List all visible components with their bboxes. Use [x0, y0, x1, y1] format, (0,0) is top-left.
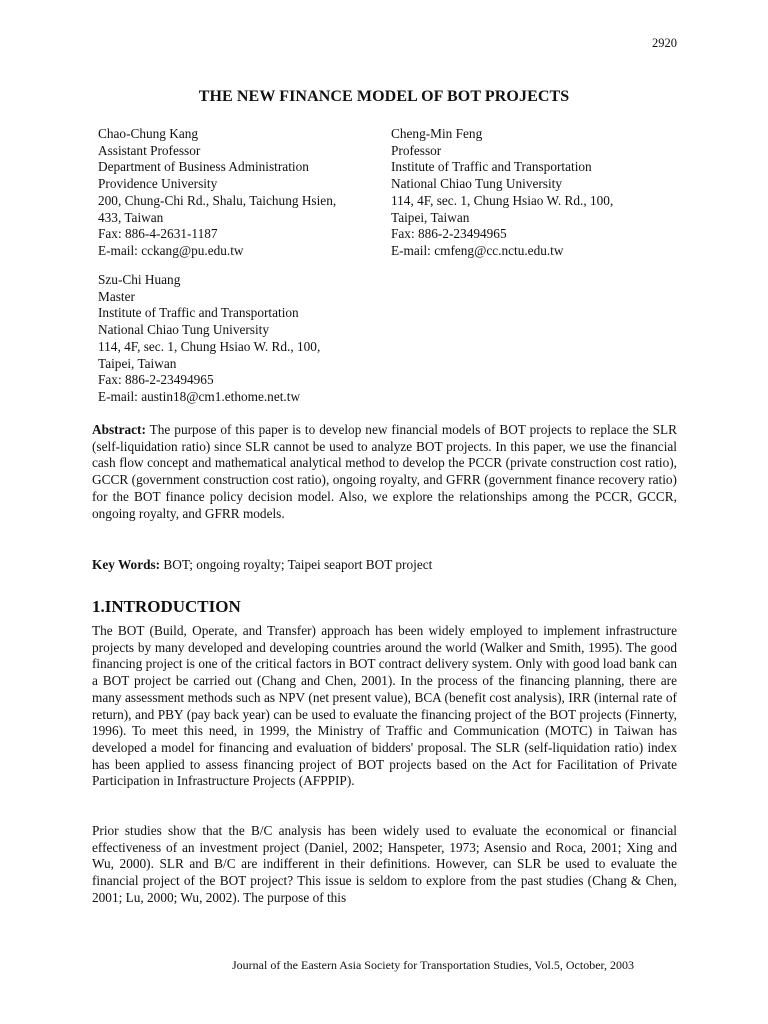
author-3-institution: National Chiao Tung University	[98, 322, 270, 338]
author-1-email: E-mail: cckang@pu.edu.tw	[98, 242, 244, 258]
author-2-department: Institute of Traffic and Transportation	[391, 159, 592, 175]
author-1-fax: Fax: 886-4-2631-1187	[98, 226, 218, 242]
abstract-label: Abstract:	[92, 422, 146, 437]
abstract	[92, 422, 677, 522]
author-2-position: Professor	[391, 142, 442, 158]
author-3-address-line-2: Taipei, Taiwan	[98, 355, 177, 371]
author-3-email: E-mail: austin18@cm1.ethome.net.tw	[98, 388, 301, 404]
author-3-address-line-1: 114, 4F, sec. 1, Chung Hsiao W. Rd., 100,	[98, 338, 321, 354]
page-number: 2920	[652, 36, 677, 50]
author-3-position: Master	[98, 288, 135, 304]
section-heading: 1.INTRODUCTION	[92, 597, 241, 616]
author-2-address-line-2: Taipei, Taiwan	[391, 209, 470, 225]
author-block-3	[98, 272, 320, 406]
author-1-position: Assistant Professor	[98, 142, 201, 158]
author-3-name: Szu-Chi Huang	[98, 272, 181, 287]
author-1-name: Chao-Chung Kang	[98, 126, 199, 141]
author-1-address-line-1: 200, Chung-Chi Rd., Shalu, Taichung Hsien,	[98, 192, 337, 208]
keywords	[92, 557, 677, 574]
keywords-text: BOT; ongoing royalty; Taipei seaport BOT project	[163, 557, 433, 572]
author-2-email: E-mail: cmfeng@cc.nctu.edu.tw	[391, 242, 564, 258]
author-3-department: Institute of Traffic and Transportation	[98, 305, 299, 321]
author-3-fax: Fax: 886-2-23494965	[98, 372, 214, 388]
journal-footer: Journal of the Eastern Asia Society for Transportation Studies, Vol.5, October, 2003	[232, 958, 635, 972]
author-2-institution: National Chiao Tung University	[391, 176, 563, 192]
author-1-address-line-2: 433, Taiwan	[98, 209, 164, 225]
author-2-name: Cheng-Min Feng	[391, 126, 483, 141]
author-block-1	[98, 126, 336, 260]
author-2-fax: Fax: 886-2-23494965	[391, 226, 507, 242]
author-1-department: Department of Business Administration	[98, 159, 309, 175]
intro-paragraph-2: Prior studies show that the B/C analysis has been widely used to evaluate the economical or financial effectiveness of an investment project (Daniel, 2002; Hanspeter, 1973; Asensio and Roca, 2001; Xing and Wu, 2000). SLR and B/C are indifferent in their definitions. However, can SLR be used to evaluate the financial project of the BOT project? This issue is seldom to explore from the past studies (Chang & Chen, 2001; Lu, 2000; Wu, 2002). The purpose of this	[92, 823, 677, 905]
author-1-institution: Providence University	[98, 176, 218, 192]
keywords-label: Key Words:	[92, 557, 161, 572]
author-block-2	[391, 126, 613, 260]
intro-paragraph-1: The BOT (Build, Operate, and Transfer) approach has been widely employed to implement infrastructure projects by many developed and developing countries around the world (Walker and Smith, 1995). The good financing project is one of the critical factors in BOT contract delivery system. Only with good load bank can a BOT project be carried out (Chang and Chen, 2001). In the process of the financing planning, there are many assessment methods such as NPV (net present value), BCA (benefit cost analysis), IRR (internal rate of return), and PBY (pay back year) can be used to evaluate the financing project of the BOT projects (Finnerty, 1996). To meet this need, in 1999, the Ministry of Traffic and Communication (MOTC) in Taiwan has developed a model for financing and evaluation of bidders' proposal. The SLR (self-liquidation ratio) index has been applied to assess financing project of BOT projects based on the Act for Facilitation of Private Participation in Infrastructure Projects (AFPPIP).	[92, 623, 677, 789]
paper-title: THE NEW FINANCE MODEL OF BOT PROJECTS	[198, 88, 570, 105]
author-2-address-line-1: 114, 4F, sec. 1, Chung Hsiao W. Rd., 100,	[391, 192, 614, 208]
abstract-text: The purpose of this paper is to develop new financial models of BOT projects to replace the SLR (self-liquidation ratio) since SLR cannot be used to analyze BOT projects. In this paper, we use the financial cash flow concept and mathematical analytical method to develop the PCCR (private construction cost ratio), GCCR (government construction cost ratio), ongoing royalty, and GFRR (government finance recovery ratio) for the BOT finance policy decision model. Also, we explore the relationships among the PCCR, GCCR, ongoing royalty, and GFRR models.	[92, 422, 677, 521]
